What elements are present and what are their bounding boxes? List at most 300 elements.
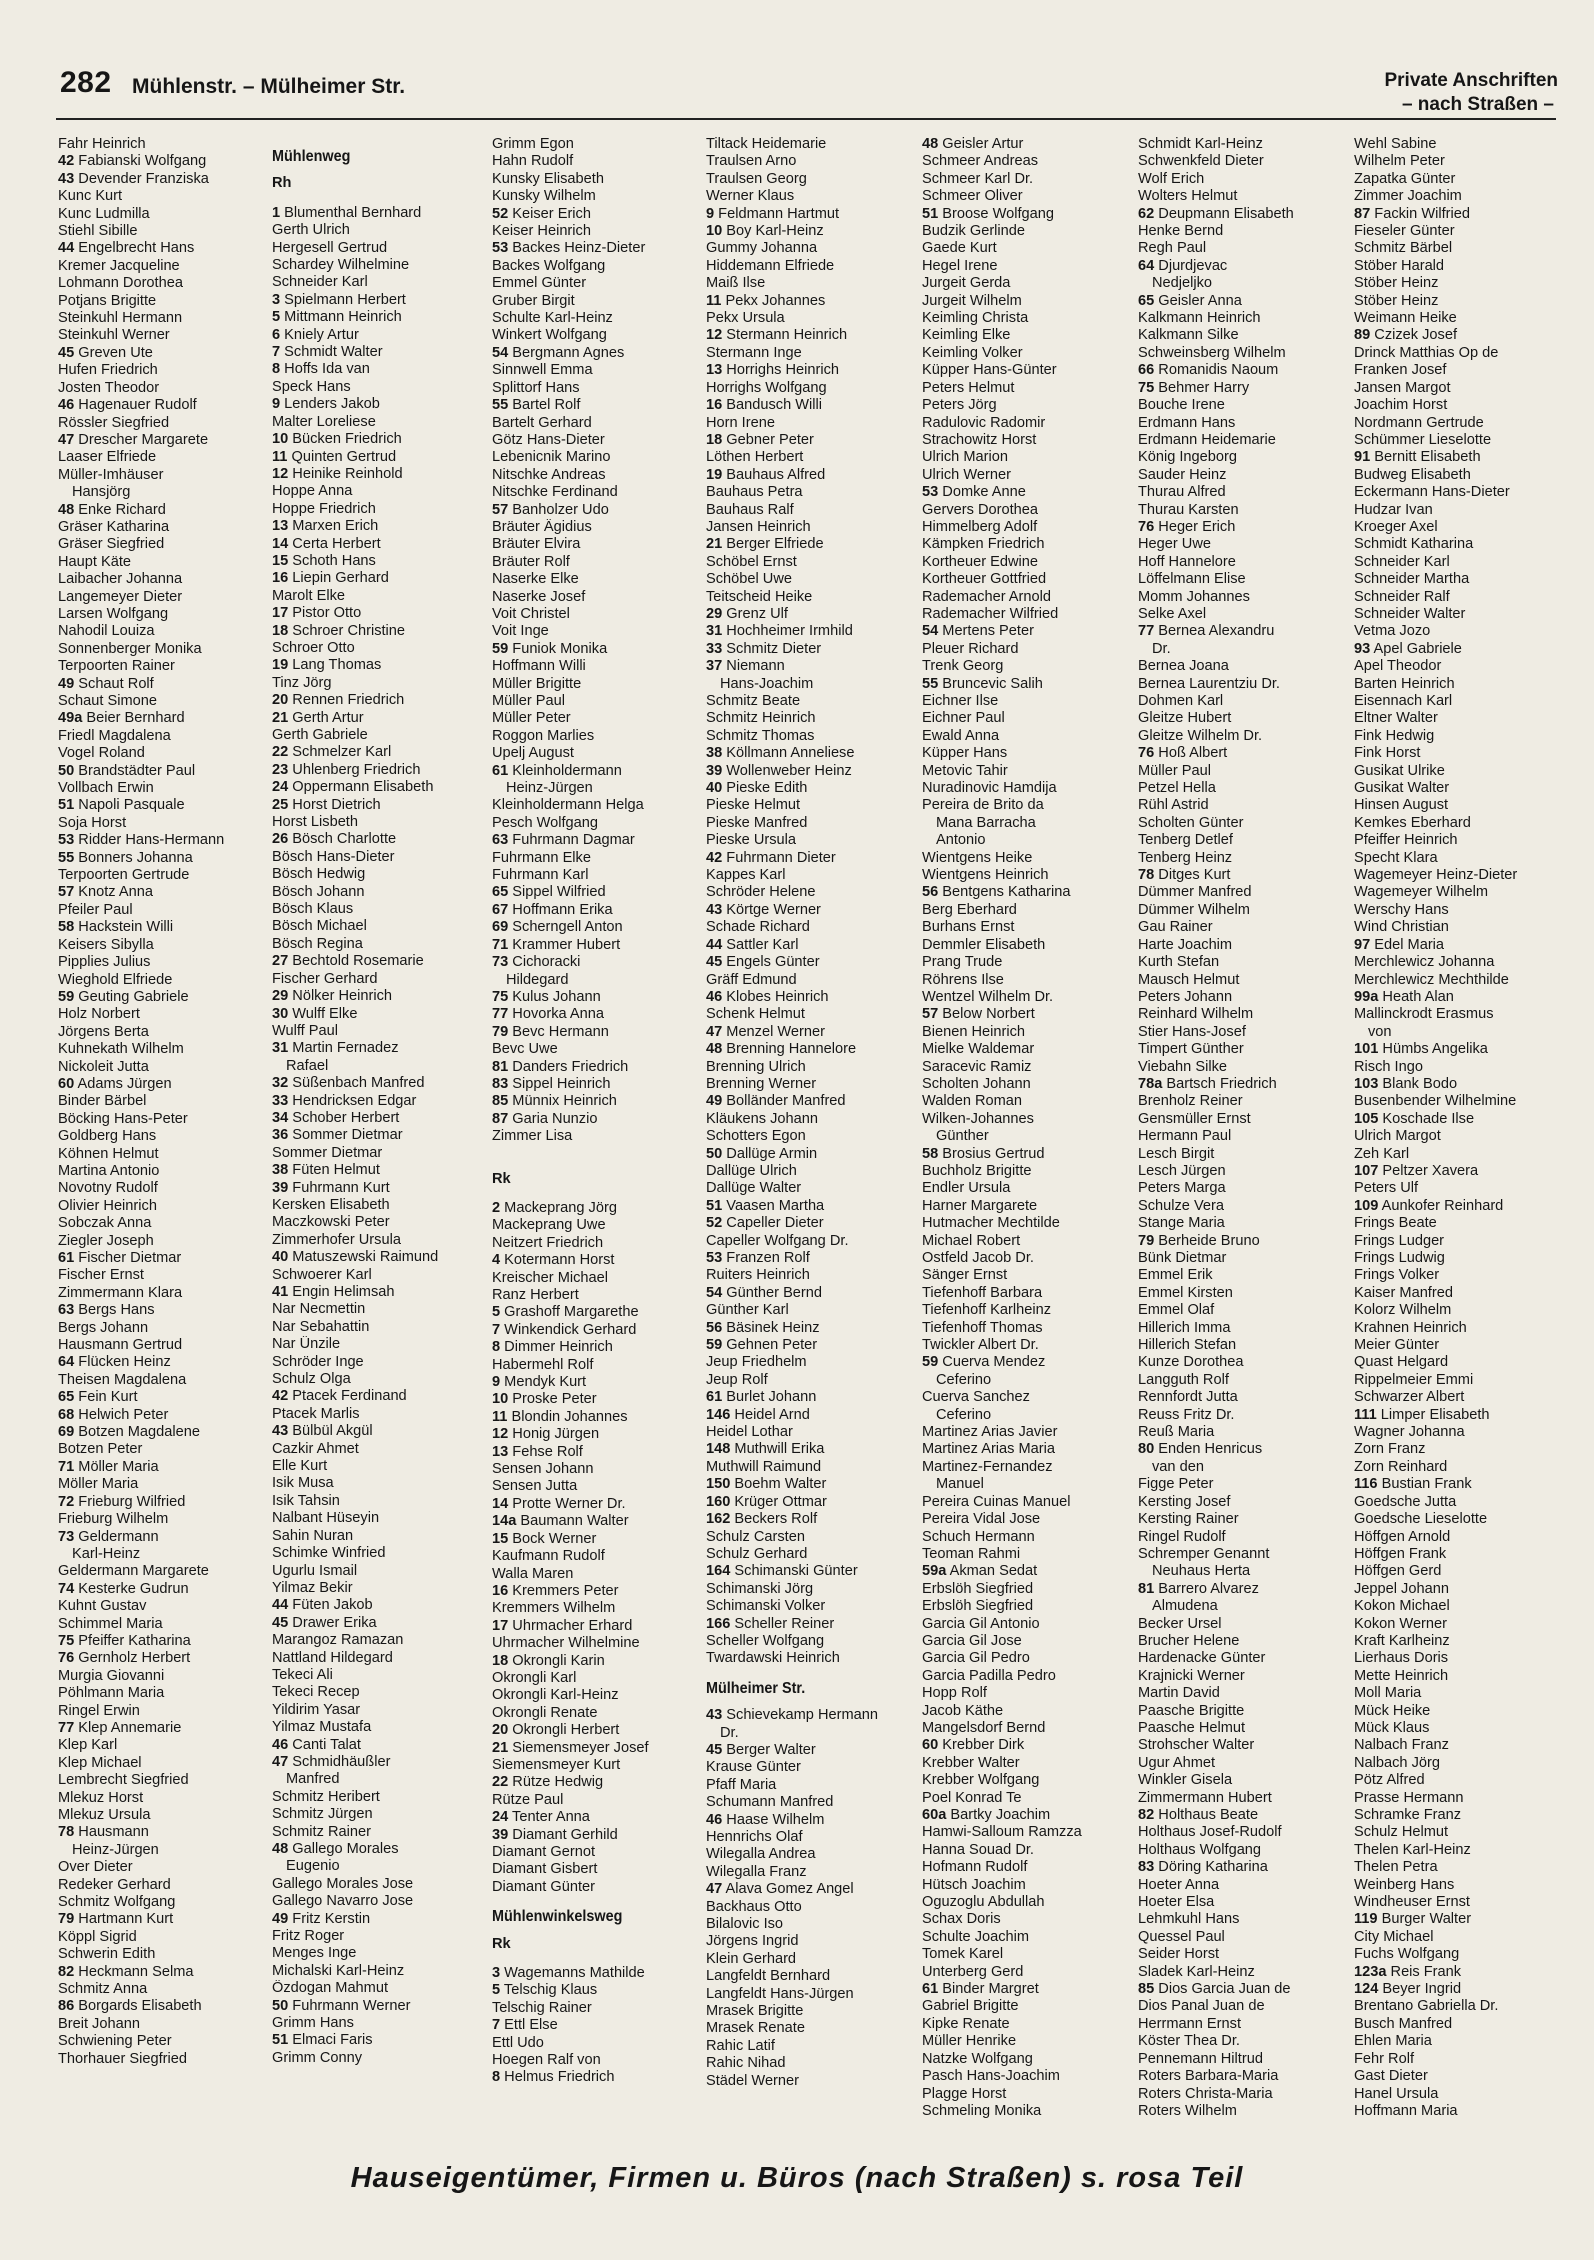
directory-entry: Fink Hedwig [1354, 727, 1435, 744]
directory-entry: 49 Schaut Rolf [58, 675, 154, 692]
directory-entry: 72 Frieburg Wilfried [58, 1493, 186, 1510]
directory-entry: 22 Schmelzer Karl [272, 744, 392, 761]
directory-entry: Ulrich Margot [1354, 1128, 1441, 1145]
directory-entry: Reuss Fritz Dr. [1138, 1406, 1235, 1423]
directory-entry: 21 Berger Elfriede [706, 536, 824, 553]
directory-entry: 17 Pistor Otto [272, 605, 362, 622]
directory-entry: 8 Dimmer Heinrich [492, 1339, 613, 1356]
directory-entry: Emmel Olaf [1138, 1302, 1215, 1319]
directory-entry: Schwarzer Albert [1354, 1389, 1465, 1406]
directory-entry: Ulrich Werner [922, 466, 1011, 483]
directory-entry: Zimmer Lisa [492, 1128, 573, 1145]
directory-entry: 9 Lenders Jakob [272, 396, 380, 413]
directory-entry: Thelen Karl-Heinz [1354, 1841, 1471, 1858]
directory-entry: Risch Ingo [1354, 1058, 1423, 1075]
directory-entry: Langfeldt Hans-Jürgen [706, 1985, 854, 2002]
directory-entry: Martinez Arias Maria [922, 1441, 1056, 1458]
directory-entry: 75 Behmer Harry [1138, 379, 1250, 396]
directory-entry: 57 Banholzer Udo [492, 501, 609, 518]
directory-entry: 150 Boehm Walter [706, 1476, 827, 1493]
directory-entry: Schmitz Rainer [272, 1823, 371, 1840]
directory-entry: Natzke Wolfgang [922, 2050, 1033, 2067]
directory-entry: Eckermann Hans-Dieter [1354, 484, 1510, 501]
directory-entry: Josten Theodor [58, 379, 160, 396]
directory-entry: 81 Barrero Alvarez [1138, 1580, 1259, 1597]
directory-entry: 36 Sommer Dietmar [272, 1127, 403, 1144]
directory-entry: Goedsche Jutta [1354, 1493, 1457, 1510]
directory-entry: Özdogan Mahmut [272, 1980, 389, 1997]
directory-entry: Holz Norbert [58, 1006, 140, 1023]
directory-entry: Zorn Franz [1354, 1441, 1426, 1458]
directory-entry: 51 Elmaci Faris [272, 2032, 373, 2049]
directory-entry: Murgia Giovanni [58, 1667, 165, 1684]
directory-entry: Strachowitz Horst [922, 431, 1037, 448]
directory-entry: 7 Schmidt Walter [272, 344, 383, 361]
entry-continuation: Günther [936, 1128, 989, 1145]
directory-entry: Kaufmann Rudolf [492, 1548, 605, 1565]
directory-entry: 45 Greven Ute [58, 344, 153, 361]
directory-entry: Bienen Heinrich [922, 1023, 1026, 1040]
directory-entry: Timpert Günther [1138, 1041, 1244, 1058]
directory-entry: 60a Bartky Joachim [922, 1807, 1051, 1823]
directory-entry: 57 Knotz Anna [58, 884, 153, 901]
directory-entry: Schweinsberg Wilhelm [1138, 344, 1286, 361]
entry-continuation: Hildegard [506, 971, 569, 988]
directory-entry: Nar Sebahattin [272, 1318, 370, 1335]
directory-entry: Kunze Dorothea [1138, 1354, 1244, 1371]
directory-entry: 3 Spielmann Herbert [272, 291, 406, 308]
directory-entry: Schmitz Heinrich [706, 710, 816, 727]
street-range-title: Mühlenstr. – Mülheimer Str. [132, 75, 406, 98]
directory-entry: 14a Baumann Walter [492, 1513, 629, 1530]
directory-entry: Garcia Gil Pedro [922, 1650, 1030, 1667]
directory-entry: Tekeci Recep [272, 1684, 360, 1701]
directory-entry: Metovic Tahir [922, 762, 1008, 779]
directory-entry: 59 Funiok Monika [492, 640, 608, 657]
directory-entry: Schimanski Volker [706, 1598, 826, 1615]
directory-entry: Rippelmeier Emmi [1354, 1371, 1474, 1388]
directory-entry: Schmitz Bärbel [1354, 240, 1453, 257]
directory-entry: Küpper Hans [922, 745, 1008, 762]
directory-entry: Hufen Friedrich [58, 362, 158, 379]
directory-entry: Brucher Helene [1138, 1632, 1240, 1649]
directory-entry: Peters Jörg [922, 397, 997, 414]
directory-entry: Thurau Alfred [1138, 484, 1226, 501]
directory-entry: Schwenkfeld Dieter [1138, 153, 1264, 170]
section-title: Private Anschriften [1384, 70, 1558, 91]
directory-entry: Ulrich Marion [922, 449, 1008, 466]
directory-entry: Klep Karl [58, 1737, 118, 1754]
column-7 [1354, 136, 1568, 2120]
directory-entry: Erdmann Hans [1138, 414, 1236, 431]
directory-entry: Upelj August [492, 745, 574, 762]
directory-entry: Oguzoglu Abdullah [922, 1894, 1045, 1911]
directory-entry: Mielke Waldemar [922, 1041, 1035, 1058]
directory-entry: Nuradinovic Hamdija [922, 780, 1057, 797]
directory-entry: 76 Heger Erich [1138, 518, 1236, 535]
directory-entry: Bösch Regina [272, 935, 363, 952]
directory-entry: Mausch Helmut [1138, 971, 1240, 988]
directory-entry: Lesch Birgit [1138, 1145, 1215, 1162]
directory-entry: 148 Muthwill Erika [706, 1441, 825, 1458]
directory-entry: Schremper Genannt [1138, 1545, 1270, 1562]
directory-entry: Schimke Winfried [272, 1545, 386, 1562]
directory-entry: Sensen Johann [492, 1461, 594, 1478]
directory-entry: Keimling Elke [922, 327, 1011, 344]
directory-entry: Sänger Ernst [922, 1267, 1008, 1284]
directory-entry: 12 Heinike Reinhold [272, 465, 403, 482]
directory-entry: 24 Oppermann Elisabeth [272, 779, 434, 796]
directory-entry: Schmeling Monika [922, 2102, 1042, 2119]
directory-entry: Ewald Anna [922, 727, 1000, 744]
directory-entry: 49a Beier Bernhard [58, 710, 185, 727]
footer-note: Hauseigentümer, Firmen u. Büros (nach Straßen) s. rosa Teil [350, 2162, 1244, 2194]
entry-continuation: Neuhaus Herta [1152, 1563, 1251, 1580]
directory-entry: 41 Engin Helimsah [272, 1284, 395, 1300]
directory-entry: Herrmann Ernst [1138, 2015, 1241, 2032]
column-5 [922, 136, 1136, 2120]
directory-entry: Wolters Helmut [1138, 188, 1238, 205]
directory-entry: Jurgeit Wilhelm [922, 292, 1022, 309]
directory-entry: Mück Klaus [1354, 1719, 1430, 1736]
directory-entry: 38 Köllmann Anneliese [706, 745, 855, 762]
directory-entry: Isik Tahsin [272, 1492, 340, 1509]
directory-entry: 48 Geisler Artur [922, 136, 1024, 152]
directory-entry: Brenholz Reiner [1138, 1093, 1243, 1110]
directory-entry: 15 Bock Werner [492, 1530, 597, 1547]
directory-entry: Viebahn Silke [1138, 1058, 1227, 1075]
directory-entry: Schulz Helmut [1354, 1824, 1449, 1841]
directory-entry: Stöber Heinz [1354, 292, 1439, 309]
directory-entry: Twardawski Heinrich [706, 1650, 840, 1667]
directory-entry: Holthaus Wolfgang [1138, 1841, 1262, 1858]
directory-entry: 47 Menzel Werner [706, 1023, 825, 1040]
directory-entry: 7 Ettl Else [492, 2017, 558, 2034]
directory-entry: 5 Telschig Klaus [492, 1982, 598, 1999]
directory-entry: Okrongli Renate [492, 1704, 598, 1721]
directory-entry: Schotters Egon [706, 1128, 806, 1145]
directory-entry: Klein Gerhard [706, 1950, 797, 1967]
directory-entry: Eltner Walter [1354, 710, 1438, 727]
directory-entry: 109 Aunkofer Reinhard [1354, 1197, 1504, 1214]
directory-entry: 61 Burlet Johann [706, 1389, 817, 1406]
directory-entry: Poel Konrad Te [922, 1789, 1022, 1806]
entry-continuation: Nedjeljko [1152, 275, 1213, 292]
directory-entry: Fahr Heinrich [58, 136, 146, 152]
directory-entry: Reinhard Wilhelm [1138, 1006, 1254, 1023]
directory-entry: 21 Siemensmeyer Josef [492, 1739, 649, 1756]
directory-entry: 85 Dios Garcia Juan de [1138, 1981, 1291, 1998]
directory-entry: Pereira de Brito da [922, 797, 1044, 814]
directory-entry: 10 Boy Karl-Heinz [706, 223, 824, 240]
directory-entry: Plagge Horst [922, 2085, 1007, 2102]
directory-entry: Dallüge Walter [706, 1180, 802, 1197]
directory-entry: Jeup Rolf [706, 1371, 768, 1388]
directory-entry: Backes Wolfgang [492, 257, 606, 274]
directory-entry: 58 Hackstein Willi [58, 919, 174, 936]
directory-entry: Olivier Heinrich [58, 1197, 157, 1214]
directory-entry: Kremmers Wilhelm [492, 1600, 616, 1617]
directory-entry: Schimmel Maria [58, 1615, 163, 1632]
directory-entry: Cazkir Ahmet [272, 1440, 359, 1457]
directory-entry: Mangelsdorf Bernd [922, 1719, 1046, 1736]
directory-entry: Fuchs Wolfgang [1354, 1946, 1460, 1963]
directory-entry: 20 Okrongli Herbert [492, 1722, 620, 1739]
directory-entry: Zimmerhofer Ursula [272, 1231, 401, 1248]
directory-entry: Mette Heinrich [1354, 1667, 1449, 1684]
directory-entry: Wieghold Elfriede [58, 971, 173, 988]
directory-entry: Werschy Hans [1354, 901, 1449, 918]
directory-entry: Ringel Erwin [58, 1702, 140, 1719]
directory-entry: Peters Marga [1138, 1180, 1226, 1197]
directory-entry: Voit Inge [492, 623, 549, 640]
directory-entry: 51 Napoli Pasquale [58, 797, 185, 814]
directory-entry: 30 Wulff Elke [272, 1005, 358, 1022]
directory-entry: Potjans Brigitte [58, 292, 157, 309]
directory-entry: Reuß Maria [1138, 1424, 1215, 1441]
entry-continuation: Ceferino [936, 1371, 992, 1388]
directory-entry: Frieburg Wilhelm [58, 1511, 169, 1528]
directory-entry: 77 Klep Annemarie [58, 1719, 182, 1736]
directory-entry: 61 Binder Margret [922, 1981, 1039, 1998]
directory-entry: Gabriel Brigitte [922, 1998, 1019, 2015]
entry-continuation: von [1368, 1023, 1392, 1040]
directory-entry: Schneider Karl [272, 274, 368, 291]
directory-entry: 50 Fuhrmann Werner [272, 1997, 411, 2014]
column-3 [492, 136, 706, 2087]
directory-entry: Schulz Carsten [706, 1528, 805, 1545]
directory-entry: Uhrmacher Wilhelmine [492, 1635, 640, 1652]
directory-entry: Hutmacher Mechtilde [922, 1215, 1060, 1232]
directory-entry: Scholten Johann [922, 1075, 1031, 1092]
directory-entry: Nitschke Ferdinand [492, 484, 618, 501]
directory-entry: Terpoorten Gertrude [58, 867, 190, 884]
directory-entry: Küpper Hans-Günter [922, 362, 1057, 379]
directory-entry: Lehmkuhl Hans [1138, 1911, 1240, 1928]
directory-entry: Hahn Rudolf [492, 153, 574, 170]
directory-entry: Hausmann Gertrud [58, 1337, 183, 1354]
directory-entry: Bilalovic Iso [706, 1916, 784, 1933]
directory-entry: 34 Schober Herbert [272, 1109, 400, 1126]
directory-entry: Kersting Rainer [1138, 1511, 1239, 1528]
directory-entry: Hennrichs Olaf [706, 1829, 803, 1845]
directory-entry: Langfeldt Bernhard [706, 1968, 831, 1985]
directory-entry: Bösch Hedwig [272, 866, 366, 883]
directory-entry: 50 Dallüge Armin [706, 1145, 818, 1162]
section-subtitle: – nach Straßen – [1401, 94, 1554, 115]
street-heading: Mülheimer Str. [706, 1679, 806, 1697]
directory-entry: Holthaus Josef-Rudolf [1138, 1824, 1282, 1841]
directory-entry: Krebber Wolfgang [922, 1772, 1040, 1789]
directory-entry: 18 Schroer Christine [272, 622, 406, 639]
directory-entry: Hudzar Ivan [1354, 501, 1433, 518]
directory-entry: Dümmer Manfred [1138, 884, 1252, 901]
directory-entry: Thorhauer Siegfried [58, 2050, 187, 2067]
directory-entry: 103 Blank Bodo [1354, 1075, 1458, 1092]
directory-entry: Keimling Christa [922, 310, 1029, 327]
directory-entry: Kurth Stefan [1138, 954, 1220, 971]
directory-entry: Hillerich Imma [1138, 1319, 1231, 1336]
directory-entry: Löffelmann Elise [1138, 571, 1246, 588]
directory-entry: Harte Joachim [1138, 936, 1233, 953]
directory-entry: Günther Karl [706, 1302, 789, 1319]
directory-entry: Diamant Gernot [492, 1844, 596, 1860]
directory-entry: Hoeter Anna [1138, 1876, 1220, 1893]
directory-entry: 101 Hümbs Angelika [1354, 1041, 1488, 1058]
directory-entry: 51 Vaasen Martha [706, 1197, 825, 1214]
directory-entry: 83 Sippel Heinrich [492, 1075, 611, 1092]
directory-entry: Schulz Gerhard [706, 1545, 808, 1562]
directory-entry: Petzel Hella [1138, 780, 1216, 797]
entry-continuation: Eugenio [286, 1858, 340, 1875]
directory-entry: 38 Füten Helmut [272, 1162, 380, 1179]
directory-entry: Gusikat Ulrike [1354, 762, 1445, 779]
entry-continuation: Dr. [720, 1724, 739, 1741]
directory-entry: Fehr Rolf [1354, 2050, 1415, 2067]
directory-entry: 69 Scherngell Anton [492, 919, 623, 936]
directory-entry: 74 Kesterke Gudrun [58, 1580, 189, 1597]
column-1 [58, 136, 272, 2068]
directory-entry: Nickoleit Jutta [58, 1058, 149, 1075]
directory-entry: 15 Schoth Hans [272, 552, 376, 569]
directory-entry: Mrasek Brigitte [706, 2003, 804, 2020]
directory-entry: 65 Fein Kurt [58, 1389, 138, 1406]
directory-entry: Hergesell Gertrud [272, 239, 388, 256]
directory-entry: Kraft Karlheinz [1354, 1632, 1450, 1649]
directory-entry: 33 Schmitz Dieter [706, 640, 822, 657]
directory-entry: 97 Edel Maria [1354, 936, 1445, 953]
directory-entry: 11 Quinten Gertrud [272, 448, 397, 465]
directory-entry: Yildirim Yasar [272, 1701, 361, 1718]
directory-entry: 14 Certa Herbert [272, 535, 381, 552]
directory-entry: Kleinholdermann Helga [492, 797, 644, 814]
directory-entry: Dios Panal Juan de [1138, 1998, 1265, 2015]
directory-entry: Trenk Georg [922, 658, 1004, 675]
directory-entry: Roters Wilhelm [1138, 2102, 1237, 2119]
directory-entry: Telschig Rainer [492, 1999, 592, 2016]
directory-entry: Gräff Edmund [706, 971, 797, 988]
directory-entry: 82 Heckmann Selma [58, 1963, 194, 1980]
directory-entry: Müller Henrike [922, 2033, 1017, 2050]
directory-entry: Terpoorten Rainer [58, 658, 175, 675]
directory-entry: Martin David [1138, 1685, 1220, 1702]
directory-entry: Brentano Gabriella Dr. [1354, 1998, 1499, 2015]
directory-entry: Ptacek Marlis [272, 1405, 360, 1422]
directory-entry: 44 Sattler Karl [706, 936, 799, 953]
directory-entry: Laibacher Johanna [58, 571, 183, 588]
page-number: 282 [60, 66, 112, 99]
directory-entry: Sauder Heinz [1138, 466, 1227, 483]
directory-entry: 71 Möller Maria [58, 1458, 159, 1475]
entry-continuation: van den [1152, 1458, 1204, 1475]
directory-entry: 64 Djurdjevac [1138, 257, 1228, 274]
directory-entry: 37 Niemann [706, 658, 785, 675]
directory-entry: Frings Volker [1354, 1267, 1440, 1284]
directory-entry: Rütze Paul [492, 1791, 564, 1808]
directory-entry: 4 Kotermann Horst [492, 1252, 615, 1269]
directory-entry: Bergs Johann [58, 1319, 149, 1336]
directory-entry: 123a Reis Frank [1354, 1963, 1462, 1980]
directory-entry: Kunc Kurt [58, 188, 123, 205]
directory-entry: Kortheuer Gottfried [922, 571, 1047, 588]
directory-entry: Städel Werner [706, 2072, 800, 2089]
directory-entry: 73 Geldermann [58, 1528, 159, 1545]
directory-entry: Wilken-Johannes [922, 1110, 1034, 1127]
entry-continuation: Manfred [286, 1771, 340, 1788]
directory-entry: 47 Schmidhäußler [272, 1753, 391, 1770]
directory-entry: Theisen Magdalena [58, 1371, 187, 1388]
directory-entry: 21 Gerth Artur [272, 709, 364, 726]
directory-entry: Nitschke Andreas [492, 466, 606, 483]
directory-entry: 48 Gallego Morales [272, 1841, 399, 1857]
directory-entry: 47 Drescher Margarete [58, 431, 209, 448]
directory-entry: Dallüge Ulrich [706, 1162, 797, 1179]
directory-entry: Muthwill Raimund [706, 1458, 822, 1475]
directory-entry: Höffgen Frank [1354, 1545, 1447, 1562]
directory-entry: 61 Kleinholdermann [492, 762, 622, 779]
directory-entry: Budweg Elisabeth [1354, 466, 1471, 483]
directory-entry: Fischer Gerhard [272, 970, 378, 987]
directory-entry: 62 Deupmann Elisabeth [1138, 205, 1294, 222]
directory-entry: Paasche Helmut [1138, 1719, 1246, 1736]
directory-entry: Schröder Helene [706, 884, 816, 901]
directory-entry: Bräuter Elvira [492, 536, 581, 553]
directory-entry: Steinkuhl Werner [58, 327, 170, 344]
directory-entry: Kuhnt Gustav [58, 1598, 147, 1615]
directory-entry: 166 Scheller Reiner [706, 1615, 835, 1632]
directory-entry: Fink Horst [1354, 745, 1421, 762]
directory-entry: 53 Franzen Rolf [706, 1250, 810, 1266]
directory-entry: 46 Haase Wilhelm [706, 1811, 825, 1828]
directory-entry: 1 Blumenthal Bernhard [272, 204, 422, 221]
directory-entry: Krajnicki Werner [1138, 1667, 1245, 1684]
directory-entry: Frings Ludwig [1354, 1250, 1445, 1266]
directory-entry: Nar Ünzile [272, 1336, 341, 1353]
directory-entry: Goldberg Hans [58, 1128, 157, 1145]
directory-entry: Röhrens Ilse [922, 971, 1004, 988]
directory-entry: 10 Bücken Friedrich [272, 431, 402, 448]
directory-entry: Höffgen Arnold [1354, 1528, 1451, 1545]
directory-entry: Wilegalla Franz [706, 1863, 807, 1880]
directory-entry: Malter Loreliese [272, 413, 376, 430]
directory-entry: Henke Bernd [1138, 223, 1224, 240]
directory-entry: Garcia Gil Antonio [922, 1615, 1040, 1632]
directory-entry: Zeh Karl [1354, 1145, 1410, 1162]
directory-entry: 18 Gebner Peter [706, 431, 814, 448]
directory-entry: Hoff Hannelore [1138, 553, 1236, 570]
directory-entry: Schümmer Lieselotte [1354, 431, 1492, 448]
directory-entry: Schmidt Katharina [1354, 536, 1474, 553]
directory-entry: Bösch Hans-Dieter [272, 848, 395, 865]
directory-entry: Himmelberg Adolf [922, 518, 1038, 535]
directory-entry: 65 Geisler Anna [1138, 292, 1242, 309]
directory-entry: 11 Pekx Johannes [706, 292, 826, 309]
directory-entry: Redeker Gerhard [58, 1876, 171, 1893]
district-code: Rh [272, 175, 292, 192]
directory-entry: 14 Protte Werner Dr. [492, 1495, 626, 1512]
column-4 [706, 136, 920, 2090]
entry-continuation: Heinz-Jürgen [506, 780, 593, 797]
directory-entry: Martinez-Fernandez [922, 1458, 1053, 1475]
directory-entry: 67 Hoffmann Erika [492, 901, 613, 918]
directory-entry: Figge Peter [1138, 1476, 1214, 1493]
directory-entry: Lembrecht Siegfried [58, 1772, 189, 1789]
directory-entry: 2 Mackeprang Jörg [492, 1199, 617, 1216]
directory-entry: 5 Grashoff Margarethe [492, 1304, 639, 1321]
directory-entry: Hamwi-Salloum Ramzza [922, 1824, 1082, 1841]
district-code: Rk [492, 1935, 511, 1952]
directory-entry: Hofmann Rudolf [922, 1859, 1028, 1876]
